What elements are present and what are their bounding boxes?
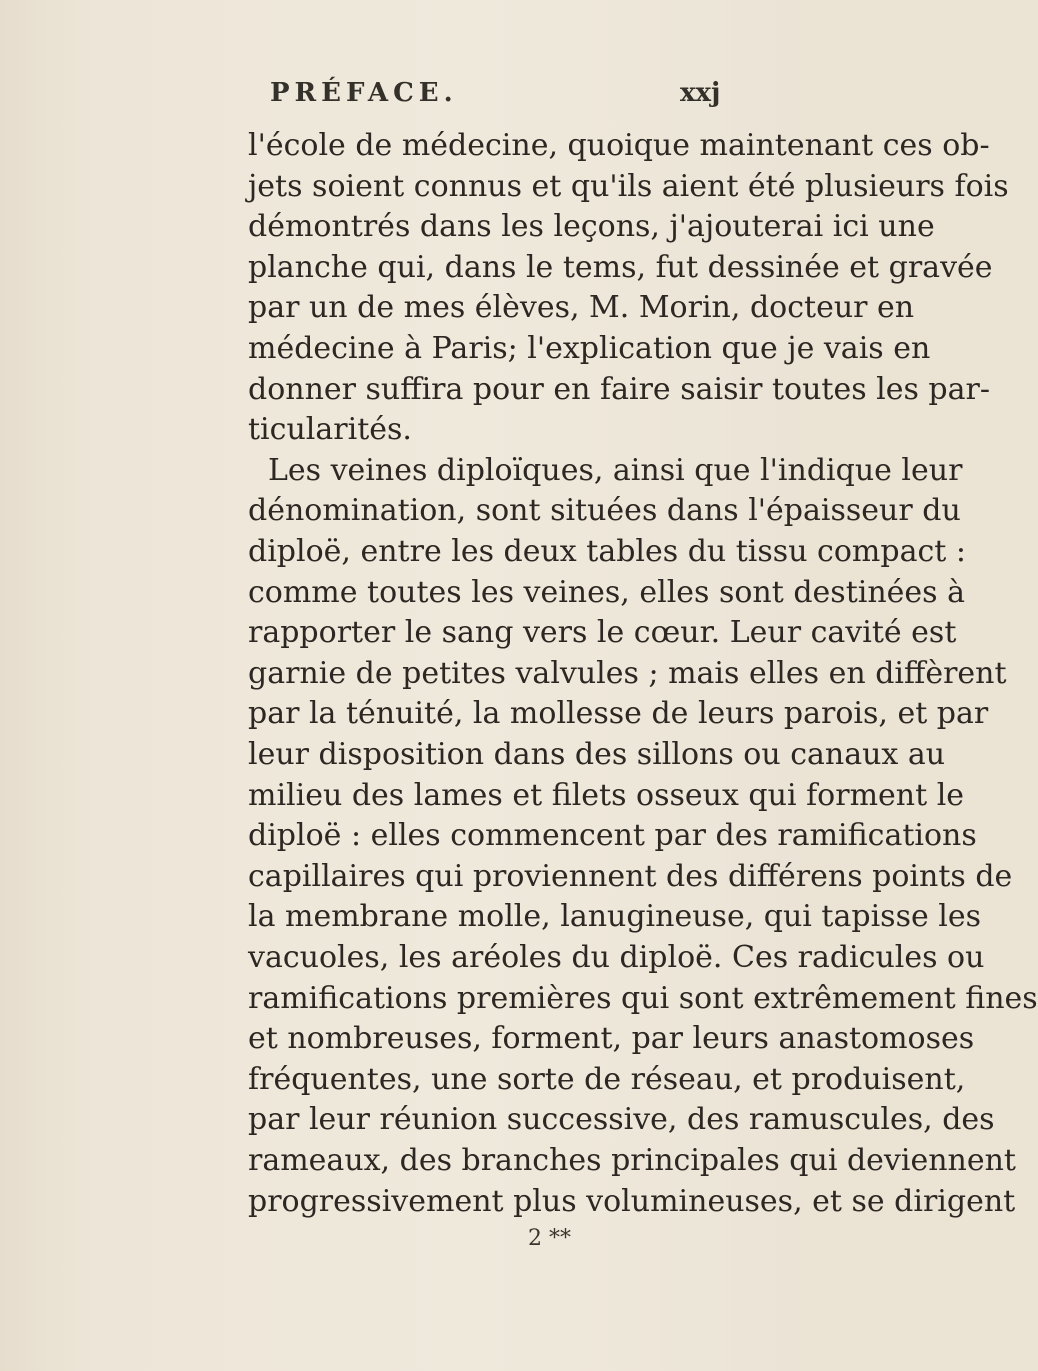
text-line-20: la membrane molle, lanugineuse, qui tapisse les (248, 899, 981, 935)
page-header (0, 78, 800, 118)
text-line-3: démontrés dans les leçons, j'ajouterai ici une (248, 209, 935, 245)
text-line-10: dénomination, sont situées dans l'épaisseur du (248, 493, 961, 529)
text-line-12: comme toutes les veines, elles sont destinées à (248, 574, 965, 610)
running-head: PRÉFACE. (270, 78, 458, 108)
text-line-27: progressivement plus volumineuses, et se dirigent (248, 1183, 1016, 1219)
text-line-2: jets soient connus et qu'ils aient été plusieurs fois (248, 168, 1009, 204)
text-line-8: ticularités. (248, 412, 412, 448)
text-line-9: Les veines diploïques, ainsi que l'indique leur (268, 452, 963, 488)
text-line-24: fréquentes, une sorte de réseau, et produisent, (248, 1061, 966, 1097)
signature-mark: 2 ** (528, 1226, 571, 1252)
text-line-21: vacuoles, les aréoles du diploë. Ces radicules ou (248, 940, 985, 975)
text-line-13: rapporter le sang vers le cœur. Leur cavité est (248, 615, 957, 651)
text-line-1: l'école de médecine, quoique maintenant ces ob- (248, 128, 990, 163)
text-line-19: capillaires qui proviennent des différens points de (248, 858, 1013, 894)
text-line-15: par la ténuité, la mollesse de leurs parois, et par (248, 696, 989, 732)
text-line-14: garnie de petites valvules ; mais elles en diffèrent (248, 655, 1007, 691)
page-number: xxj (680, 78, 721, 108)
text-line-11: diploë, entre les deux tables du tissu compact : (248, 534, 966, 569)
text-line-18: diploë : elles commencent par des ramifications (248, 818, 977, 854)
text-line-6: médecine à Paris; l'explication que je vais en (248, 331, 931, 366)
text-line-17: milieu des lames et filets osseux qui forment le (248, 777, 965, 813)
text-line-16: leur disposition dans des sillons ou canaux au (248, 737, 946, 772)
text-line-7: donner suffira pour en faire saisir toutes les par- (248, 371, 990, 407)
text-line-26: rameaux, des branches principales qui deviennent (248, 1143, 1016, 1178)
text-line-25: par leur réunion successive, des ramuscules, des (248, 1102, 995, 1138)
text-line-22: ramifications premières qui sont extrêmement fines (248, 980, 1038, 1016)
text-line-4: planche qui, dans le tems, fut dessinée et gravée (248, 249, 993, 285)
text-line-5: par un de mes élèves, M. Morin, docteur en (248, 290, 915, 326)
text-line-23: et nombreuses, forment, par leurs anastomoses (248, 1021, 975, 1057)
